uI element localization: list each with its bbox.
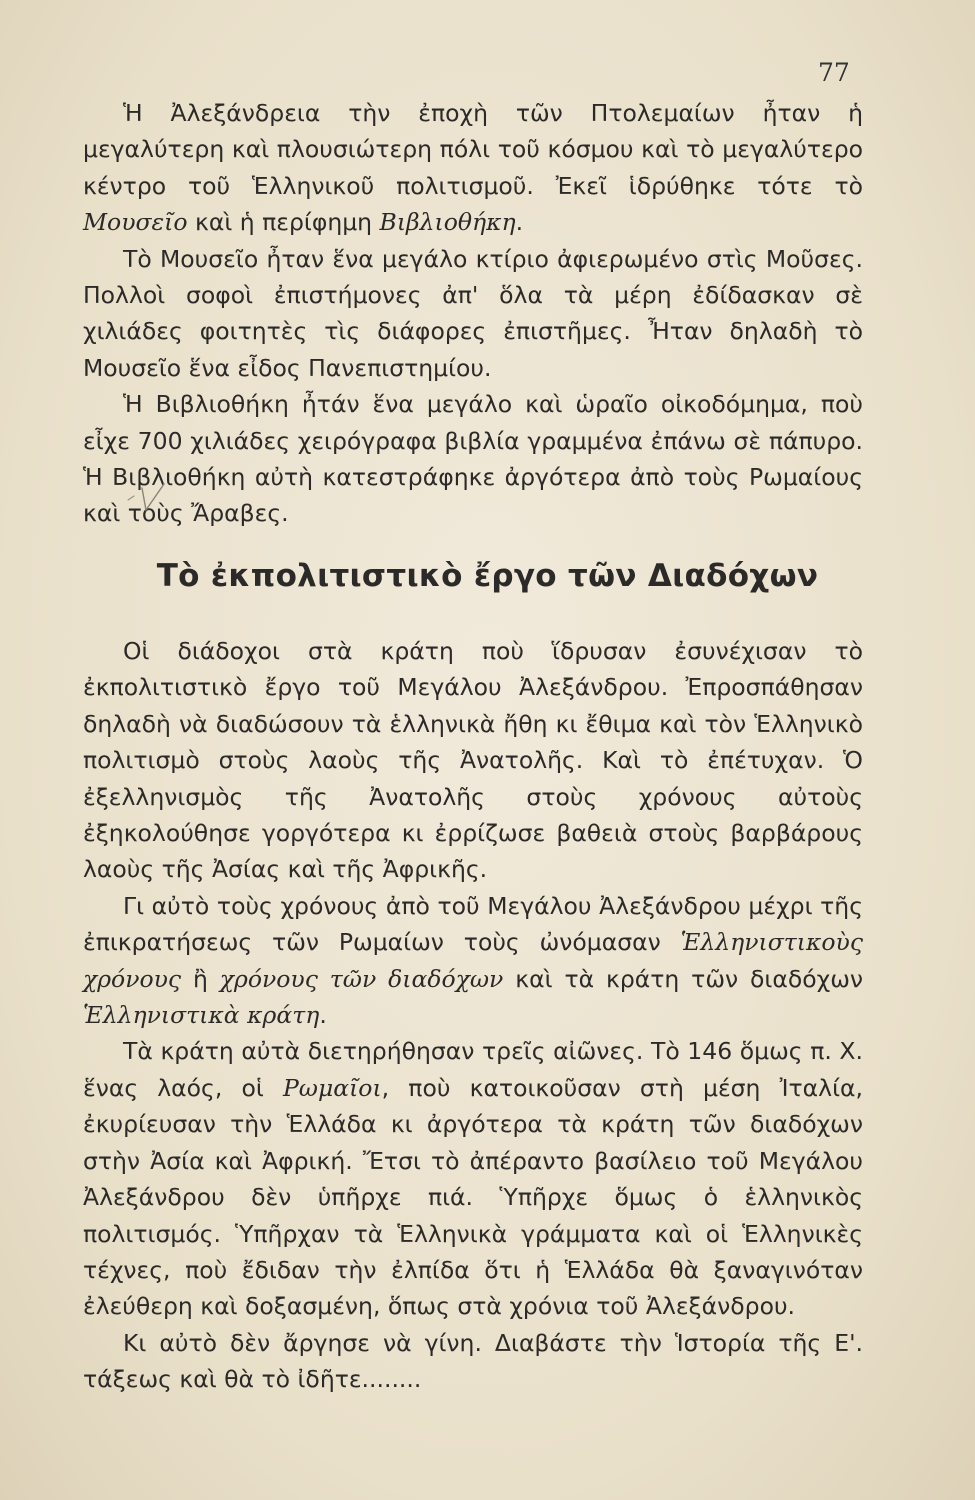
page-number: 77 [818, 58, 850, 87]
section-diadochi [83, 633, 863, 1398]
paragraph-mouseio: Τὸ Μουσεῖο ἦταν ἕνα μεγάλο κτίριο ἀφιερωμένο στὶς Μοῦσες. Πολλοὶ σοφοὶ ἐπιστήμονες ἀπ' ὅλα τὰ μέρη ἐδίδασκαν σὲ χιλιάδες φοιτητὲς τὶς διάφορες ἐπιστῆμες. Ἦταν δηλαδὴ τὸ Μουσεῖο ἕνα εἶδος Πανεπιστημίου. [83, 244, 863, 382]
section-heading: Τὸ ἐκπολιτιστικὸ ἔργο τῶν Διαδόχων [156, 558, 819, 594]
term-diadochi-years: χρόνους τῶν διαδόχων [219, 964, 504, 993]
term-hellenistic-states: Ἑλληνιστικὰ κράτη [83, 1001, 320, 1030]
section-alexandria [83, 95, 863, 532]
paragraph-romans: Τὰ κράτη αὐτὰ διετηρήθησαν τρεῖς αἰῶνες. Τὸ 146 ὅμως π. Χ. ἕνας λαός, οἱ Ρωμαῖοι, ποὺ κατοικοῦσαν στὴ μέση Ἰταλία, ἐκυρίευσαν τὴν Ἑλλάδα κι ἀργότερα τὰ κράτη τῶν διαδόχων στὴν Ἀσία καὶ Ἀφρική. Ἔτσι τὸ ἀπέραντο βασίλειο τοῦ Μεγάλου Ἀλεξάνδρου δὲν ὑπῆρχε πιά. Ὑπῆρχε ὅμως ὁ ἑλληνικὸς πολιτισμός. Ὑπῆρχαν τὰ Ἑλληνικὰ γράμματα καὶ οἱ Ἑλληνικὲς τέχνες, ποὺ ἔδιδαν τὴν ἐλπίδα ὅτι ἡ Ἑλλάδα θὰ ξαναγινόταν ἐλεύθερη καὶ δοξασμένη, ὅπως στὰ χρόνια τοῦ Ἀλεξάνδρου. [83, 1037, 863, 1321]
term-vivliothiki: Βιβλιοθήκη [379, 208, 516, 237]
term-romans: Ρωμαῖοι [282, 1073, 382, 1102]
paragraph-library: Ἡ Βιβλιοθήκη ἦτάν ἕνα μεγάλο καὶ ὡραῖο οἰκοδόμημα, ποὺ εἶχε 700 χιλιάδες χειρόγραφα βιβλία γραμμένα ἐπάνω σὲ πάπυρο. Ἡ Βιβλιοθήκη αὐτὴ κατεστράφηκε ἀργότερα ἀπὸ τοὺς Ρωμαίους καὶ τοὺς Ἄραβες. [83, 390, 863, 528]
paragraph-alexandria: Ἡ Ἀλεξάνδρεια τὴν ἐποχὴ τῶν Πτολεμαίων ἦταν ἡ μεγαλύτερη καὶ πλουσιώτερη πόλι τοῦ κόσμου καὶ τὸ μεγαλύτερο κέντρο τοῦ Ἑλληνικοῦ πολιτισμοῦ. Ἐκεῖ ἱδρύθηκε τότε τὸ Μουσεῖο καὶ ἡ περίφημη Βιβλιοθήκη. [83, 99, 863, 237]
paragraph-diadochi-work: Οἱ διάδοχοι στὰ κράτη ποὺ ἵδρυσαν ἐσυνέχισαν τὸ ἐκπολιτιστικὸ ἔργο τοῦ Μεγάλου Ἀλεξάνδρου. Ἐπροσπάθησαν δηλαδὴ νὰ διαδώσουν τὰ ἑλληνικὰ ἤθη κι ἔθιμα καὶ τὸν Ἑλληνικὸ πολιτισμὸ στοὺς λαοὺς τῆς Ἀνατολῆς. Καὶ τὸ ἐπέτυχαν. Ὁ ἐξελληνισμὸς τῆς Ἀνατολῆς στοὺς χρόνους αὐτοὺς ἐξηκολούθησε γοργότερα κι ἐρρίζωσε βαθειὰ στοὺς βαρβάρους λαοὺς τῆς Ἀσίας καὶ τῆς Ἀφρικῆς. [83, 637, 863, 884]
term-hellenistic-years: Ἑλληνιστικοὺς χρόνους [83, 928, 863, 993]
paragraph-closing: Κι αὐτὸ δὲν ἄργησε νὰ γίνη. Διαβάστε τὴν Ἱστορία τῆς Ε'. τάξεως καὶ θὰ τὸ ἰδῆτε........ [83, 1328, 863, 1394]
term-mouseio: Μουσεῖο [83, 208, 188, 237]
paragraph-hellenistic-times: Γι αὐτὸ τοὺς χρόνους ἀπὸ τοῦ Μεγάλου Ἀλεξάνδρου μέχρι τῆς ἐπικρατήσεως τῶν Ρωμαίων τοὺς ὠνόμασαν Ἑλληνιστικοὺς χρόνους ἢ χρόνους τῶν διαδόχων καὶ τὰ κράτη τῶν διαδόχων Ἑλληνιστικὰ κράτη. [83, 891, 863, 1030]
pencil-check-mark [124, 480, 184, 520]
